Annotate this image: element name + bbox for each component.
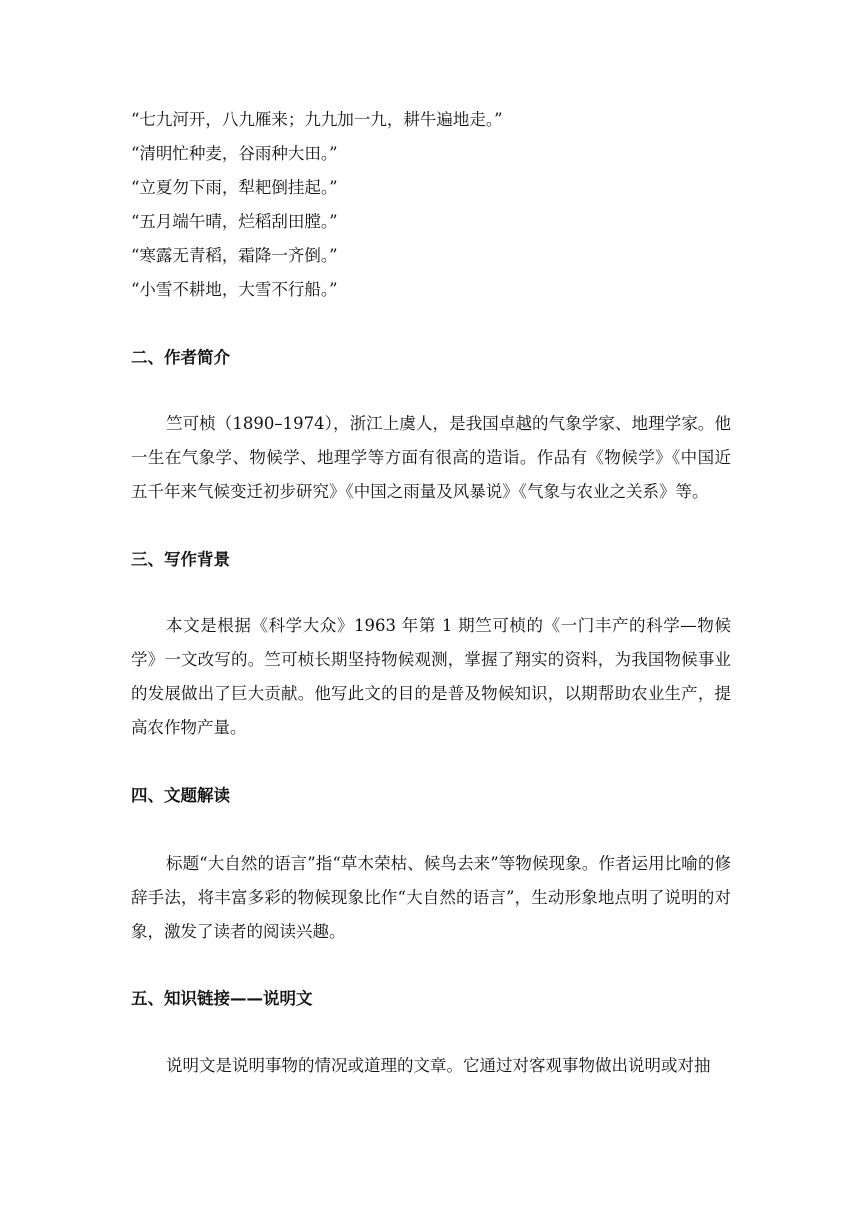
section-body-knowledge-link: 说明文是说明事物的情况或道理的文章。它通过对客观事物做出说明或对抽 (166, 1056, 711, 1075)
proverb-line: “寒露无青稻，霜降一齐倒。” (131, 246, 338, 265)
proverb-line: “立夏勿下雨，犁耙倒挂起。” (131, 178, 338, 197)
section-body-background: 本文是根据《科学大众》1963 年第 1 期竺可桢的《一门丰产的科学—物候学》一文改写的。竺可桢长期坚持物候观测，掌握了翔实的资料，为我国物候事业的发展做出了巨大贡献。他写此文的目的是普及物候知识，以期帮助农业生产，提高农作物产量。 (131, 616, 731, 737)
proverb-line: “五月端午晴，烂稻刮田膛。” (131, 212, 338, 231)
proverb-line: “七九河开，八九雁来；九九加一九，耕牛遍地走。” (131, 110, 503, 129)
section-heading-title-reading: 四、文题解读 (131, 786, 230, 805)
section-heading-background: 三、写作背景 (131, 550, 230, 569)
section-body-author: 竺可桢（1890–1974），浙江上虞人，是我国卓越的气象学家、地理学家。他一生在气象学、物候学、地理学等方面有很高的造诣。作品有《物候学》《中国近五千年来气候变迁初步研究》《中国之雨量及风暴说》《气象与农业之关系》等。 (131, 414, 731, 501)
proverb-line: “小雪不耕地，大雪不行船。” (131, 280, 338, 299)
section-heading-knowledge-link: 五、知识链接——说明文 (131, 989, 313, 1008)
section-body-title-reading: 标题“大自然的语言”指“草木荣枯、候鸟去来”等物候现象。作者运用比喻的修辞手法，将丰富多彩的物候现象比作“大自然的语言”，生动形象地点明了说明的对象，激发了读者的阅读兴趣。 (131, 854, 731, 941)
proverb-line: “清明忙种麦，谷雨种大田。” (131, 144, 338, 163)
section-heading-author: 二、作者简介 (131, 348, 230, 367)
